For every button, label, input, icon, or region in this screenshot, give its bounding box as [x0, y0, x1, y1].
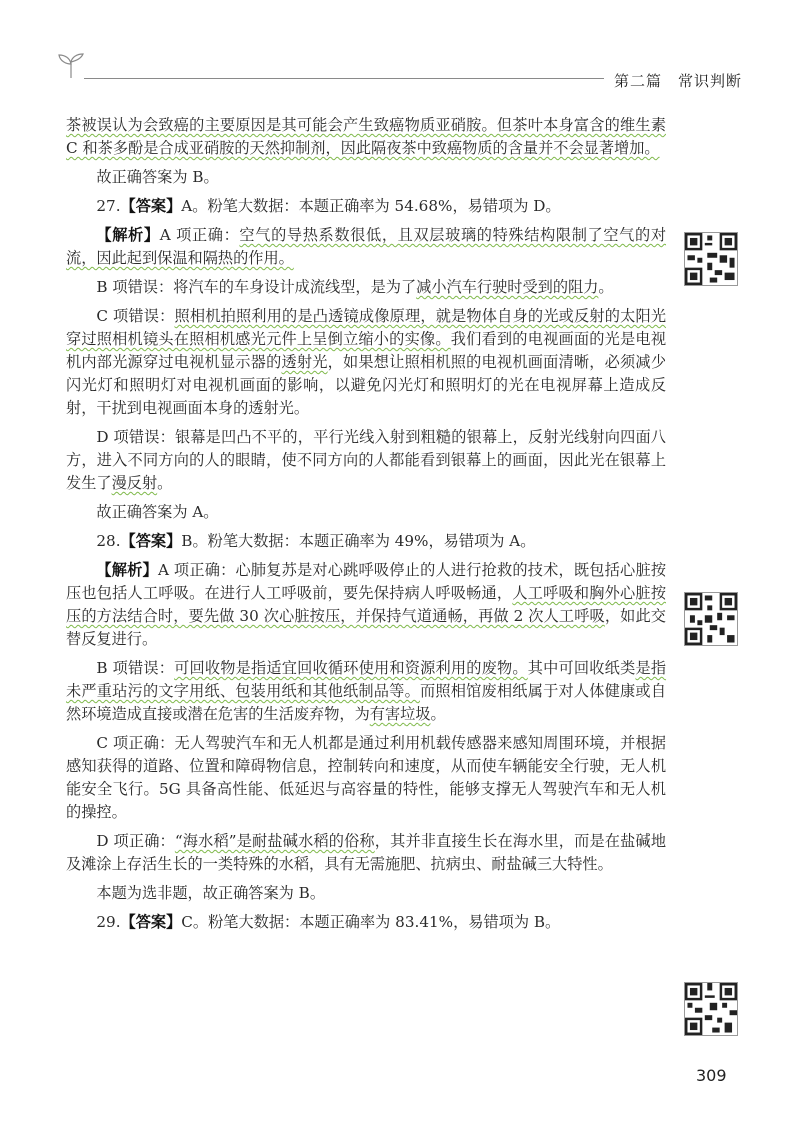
qr-code-icon[interactable]: [684, 232, 738, 286]
question-28-option-a: 【解析】A 项正确：心肺复苏是对心跳呼吸停止的人进行抢救的技术，既包括心脏按压也包括人工呼吸。在进行人工呼吸前，要先保持病人呼吸畅通，人工呼吸和胸外心脏按压的方法结合时，要先做 30 次心脏按压，并保持气道通畅，再做 2 次人工呼吸，如此交替反复进行。: [66, 561, 667, 648]
question-27-option-d: D 项错误：银幕是凹凸不平的，平行光线入射到粗糙的银幕上，反射光线射向四面八方，进入不同方向的人的眼睛，使不同方向的人都能看到银幕上的画面，因此光在银幕上发生了漫反射。: [66, 428, 666, 492]
question-27-option-b: B 项错误：将汽车的车身设计成流线型，是为了减小汽车行驶时受到的阻力。: [96, 278, 614, 296]
qr-code-icon[interactable]: [684, 982, 738, 1036]
question-28-option-d: D 项正确：“海水稻”是耐盐碱水稻的俗称，其并非直接生长在海水里，而是在盐碱地及滩涂上存活生长的一类特殊的水稻，具有无需施肥、抗病虫、耐盐碱三大特性。: [66, 832, 667, 873]
answer-line: 故正确答案为 B。: [96, 168, 219, 186]
paragraph: [66, 114, 666, 160]
question-27-option-a: 【解析】A 项正确：空气的导热系数很低，且双层玻璃的特殊结构限制了空气的对流，因此起到保温和隔热的作用。: [66, 226, 667, 267]
question-27-option-c: C 项错误：照相机拍照利用的是凸透镜成像原理，就是物体自身的光或反射的太阳光穿过照相机镜头在照相机感光元件上呈倒立缩小的实像。我们看到的电视画面的光是电视机内部光源穿过电视机显示器的透射光，如果想让照相机照的电视机画面清晰，必须减少闪光灯和照明灯对电视机画面的影响，以避免闪光灯和照明灯的光在电视屏幕上造成反射，干扰到电视画面本身的透射光。: [66, 307, 667, 417]
question-28-option-c: C 项正确：无人驾驶汽车和无人机都是通过利用机载传感器来感知周围环境，并根据感知获得的道路、位置和障碍物信息，控制转向和速度，从而使车辆能安全行驶，无人机能安全飞行。5G 具备高性能、低延迟与高容量的特性，能够支撑无人驾驶汽车和无人机的操控。: [66, 734, 666, 821]
qr-code-icon[interactable]: [684, 592, 738, 646]
underlined-text: 茶被误认为会致癌的主要原因是其可能会产生致癌物质亚硝胺。但茶叶本身富含的维生素 C 和茶多酚是合成亚硝胺的天然抑制剂，因此隔夜茶中致癌物质的含量并不会显著增加。: [66, 116, 666, 157]
page-header: [0, 0, 800, 100]
section-title: 第二篇 常识判断: [614, 72, 743, 90]
header-rule: [84, 78, 604, 79]
question-28-answer: 28.【答案】B。粉笔大数据：本题正确率为 49%，易错项为 A。: [96, 532, 536, 550]
answer-line: 本题为选非题，故正确答案为 B。: [96, 884, 326, 902]
page-content: [66, 114, 666, 940]
sprout-icon: [56, 52, 86, 78]
question-28-option-b: B 项错误：可回收物是指适宜回收循环使用和资源利用的废物。其中可回收纸类是指未严重玷污的文字用纸、包装用纸和其他纸制品等。而照相馆废相纸属于对人体健康或自然环境造成直接或潜在危害的生活废弃物，为有害垃圾。: [66, 659, 667, 723]
answer-line: 故正确答案为 A。: [96, 503, 219, 521]
question-27-answer: 27.【答案】A。粉笔大数据：本题正确率为 54.68%，易错项为 D。: [96, 197, 561, 215]
page-number: 309: [696, 1066, 727, 1085]
question-29-answer: 29.【答案】C。粉笔大数据：本题正确率为 83.41%，易错项为 B。: [96, 913, 561, 931]
